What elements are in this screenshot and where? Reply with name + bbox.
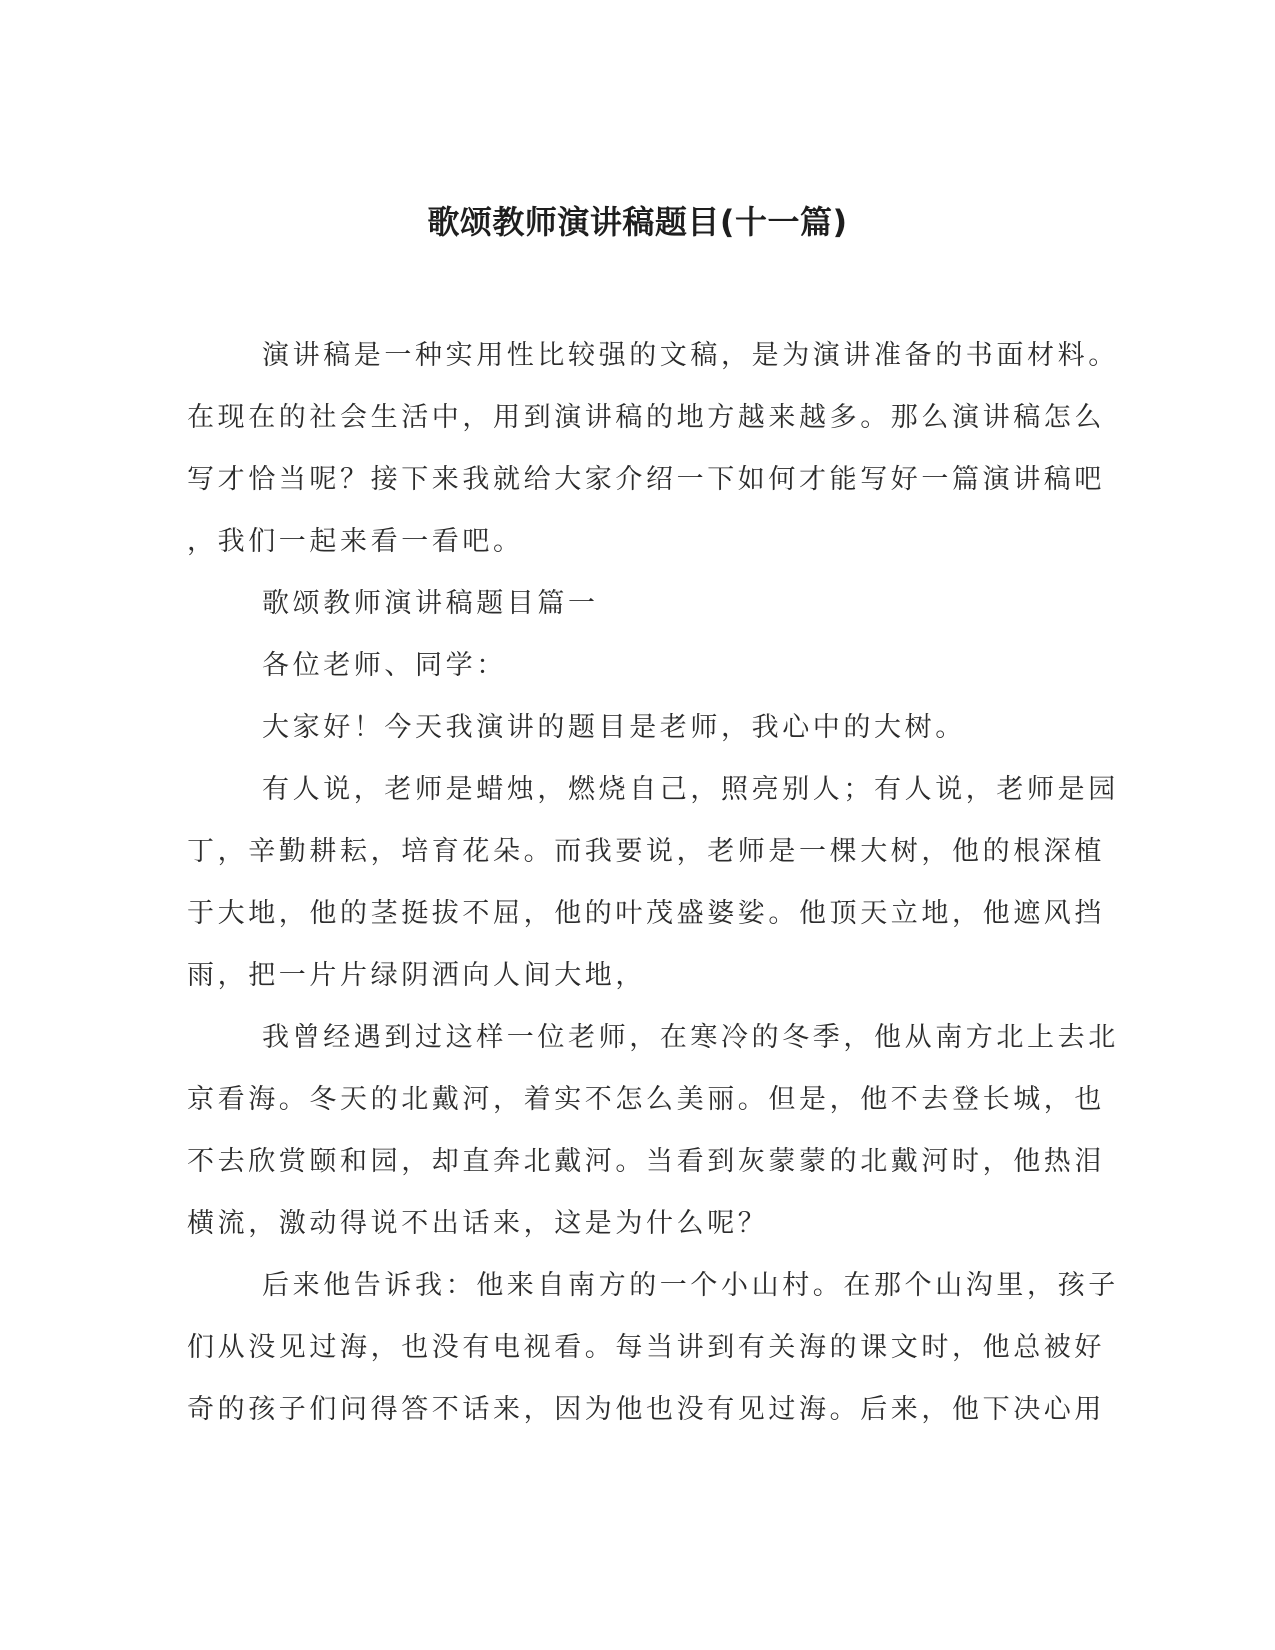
text-line: 雨，把一片片绿阴洒向人间大地， xyxy=(187,960,646,991)
text-line: 写才恰当呢？接下来我就给大家介绍一下如何才能写好一篇演讲稿吧 xyxy=(187,464,1105,495)
text-line: 在现在的社会生活中，用到演讲稿的地方越来越多。那么演讲稿怎么 xyxy=(187,402,1105,433)
text-line: 各位老师、同学： xyxy=(262,650,507,681)
paragraph-mountain-village xyxy=(187,1255,1119,1441)
text-line: 奇的孩子们问得答不话来，因为他也没有见过海。后来，他下决心用 xyxy=(187,1394,1105,1425)
text-line: 横流，激动得说不出话来，这是为什么呢？ xyxy=(187,1208,769,1239)
text-line: 我曾经遇到过这样一位老师，在寒冷的冬季，他从南方北上去北 xyxy=(262,1022,1119,1053)
section-heading xyxy=(187,573,1067,635)
paragraph-beidaihe xyxy=(187,1007,1119,1255)
text-line: ，我们一起来看一看吧。 xyxy=(187,526,524,557)
text-line: 于大地，他的茎挺拔不屈，他的叶茂盛婆娑。他顶天立地，他遮风挡 xyxy=(187,898,1105,929)
text-line: 后来他告诉我：他来自南方的一个小山村。在那个山沟里，孩子 xyxy=(262,1270,1119,1301)
salutation xyxy=(187,635,1067,697)
text-line: 丁，辛勤耕耘，培育花朵。而我要说，老师是一棵大树，他的根深植 xyxy=(187,836,1105,867)
document-title: 歌颂教师演讲稿题目(十一篇) xyxy=(427,203,848,241)
document-body xyxy=(187,325,1119,1441)
text-line: 京看海。冬天的北戴河，着实不怎么美丽。但是，他不去登长城，也 xyxy=(187,1084,1105,1115)
text-line: 不去欣赏颐和园，却直奔北戴河。当看到灰蒙蒙的北戴河时，他热泪 xyxy=(187,1146,1105,1177)
text-line: 演讲稿是一种实用性比较强的文稿，是为演讲准备的书面材料。 xyxy=(262,340,1119,371)
text-line: 有人说，老师是蜡烛，燃烧自己，照亮别人；有人说，老师是园 xyxy=(262,774,1119,805)
paragraph-tree-metaphor xyxy=(187,759,1119,1007)
text-line: 们从没见过海，也没有电视看。每当讲到有关海的课文时，他总被好 xyxy=(187,1332,1105,1363)
greeting xyxy=(187,697,1067,759)
paragraph-intro xyxy=(187,325,1119,573)
text-line: 歌颂教师演讲稿题目篇一 xyxy=(262,588,599,619)
text-line: 大家好！今天我演讲的题目是老师，我心中的大树。 xyxy=(262,712,966,743)
